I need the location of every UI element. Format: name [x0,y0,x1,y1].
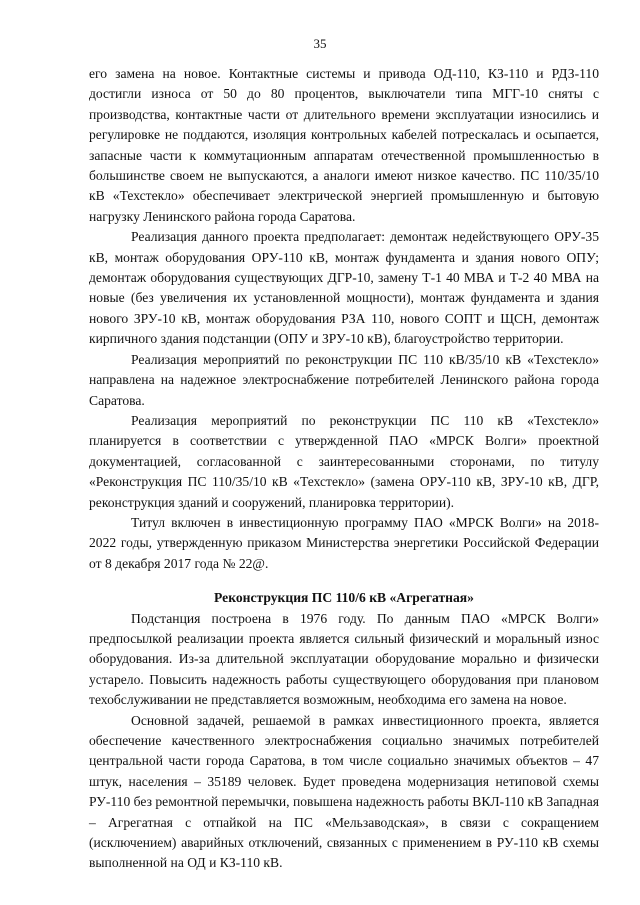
paragraph-6: Подстанция построена в 1976 году. По данным ПАО «МРСК Волги» предпосылкой реализации проекта является сильный физический и моральный износ оборудования. Из-за длительной эксплуатации оборудование морально и физически устарело. Повысить надежность работы существующего оборудования при плановом техобслуживании не представляется возможным, необходима его замена на новое. [89,610,599,708]
paragraph-3: Реализация мероприятий по реконструкции ПС 110 кВ/35/10 кВ «Техстекло» направлена на надежное электроснабжение потребителей Ленинского района города Саратова. [89,351,599,408]
paragraph-1: его замена на новое. Контактные системы и привода ОД-110, КЗ-110 и РДЗ-110 достигли износа от 50 до 80 процентов, выключатели типа МГГ-10 сняты с производства, контактные части от длительного времени эксплуатации износились и регулировке не поддаются, изоляция контрольных кабелей потрескалась и осыпается, запасные части к коммутационным аппаратам отечественной промышленностью в большинстве своем не выпускаются, а аналоги имеют низкое качество. ПС 110/35/10 кВ «Техстекло» обеспечивает электрической энергией промышленную и бытовую нагрузку Ленинского района города Саратова. [89,66,599,224]
page-content [89,64,599,874]
paragraph-2: Реализация данного проекта предполагает: демонтаж недействующего ОРУ-35 кВ, монтаж оборудования ОРУ-110 кВ, монтаж фундамента и здания нового ОПУ; демонтаж оборудования существующих ДГР-10, замену Т-1 40 МВА и Т-2 40 МВА на новые (без увеличения их установленной мощности), монтаж фундамента и здания нового ЗРУ-10 кВ, монтаж оборудования РЗА 110, нового СОПТ и ЩСН, демонтаж кирпичного здания подстанции (ОПУ и ЗРУ-10 кВ), благоустройство территории. [89,229,599,347]
paragraph-5: Титул включен в инвестиционную программу ПАО «МРСК Волги» на 2018-2022 годы, утвержденную приказом Министерства энергетики Российской Федерации от 8 декабря 2017 года № 22@. [89,514,599,571]
page-number: 35 [313,36,327,51]
paragraph-4: Реализация мероприятий по реконструкции ПС 110 кВ «Техстекло» планируется в соответствии с утвержденной ПАО «МРСК Волги» проектной документацией, согласованной с заинтересованными сторонами, по титулу «Реконструкция ПС 110/35/10 кВ «Техстекло» (замена ОРУ-110 кВ, ЗРУ-10 кВ, ДГР, реконструкция зданий и сооружений, планировка территории). [89,412,599,510]
section-heading: Реконструкция ПС 110/6 кВ «Агрегатная» [214,590,474,606]
paragraph-7: Основной задачей, решаемой в рамках инвестиционного проекта, является обеспечение качественного электроснабжения социально значимых потребителей центральной части города Саратова, в том числе социально значимых объектов – 47 штук, населения – 35189 человек. Будет проведена модернизация нетиповой схемы РУ-110 без ремонтной перемычки, повышена надежность работы ВКЛ-110 кВ Западная – Агрегатная с отпайкой на ПС «Мельзаводская», в связи с сокращением (исключением) аварийных отключений, связанных с применением в РУ-110 кВ схемы выполненной на ОД и КЗ-110 кВ. [89,712,599,871]
